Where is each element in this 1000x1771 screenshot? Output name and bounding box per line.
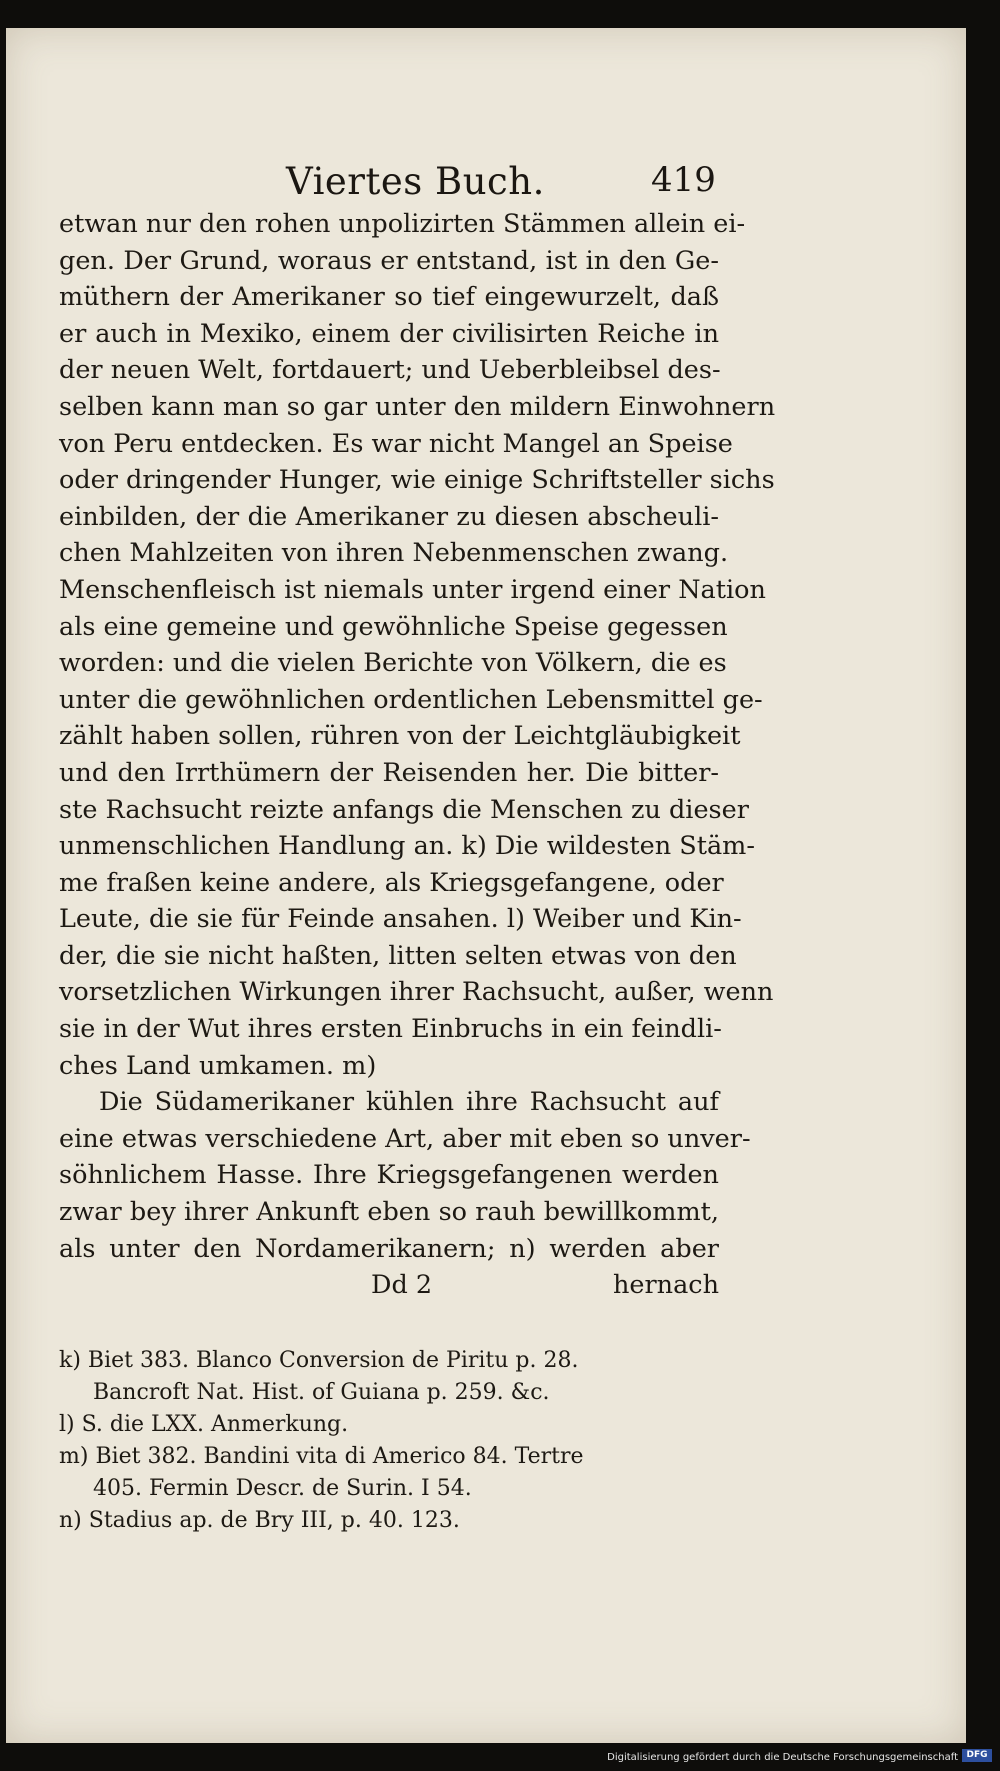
text-line: sie in der Wut ihres ersten Einbruchs in ein feindli- (59, 1014, 722, 1045)
text-line: müthern der Amerikaner so tief eingewurzelt, daß (59, 282, 719, 313)
text-line: ste Rachsucht reizte anfangs die Menschen zu dieser (59, 794, 749, 825)
catchword: hernach (612, 1270, 719, 1301)
text-line: er auch in Mexiko, einem der civilisirten Reiche in (59, 318, 719, 349)
page-header (6, 140, 966, 203)
footnote-m-continued: 405. Fermin Descr. de Surin. I 54. (93, 1476, 472, 1501)
text-line: söhnlichem Hasse. Ihre Kriegsgefangenen werden (59, 1160, 719, 1191)
text-line: gen. Der Grund, woraus er entstand, ist in den Ge- (59, 245, 719, 276)
text-line: Menschenfleisch ist niemals unter irgend einer Nation (59, 574, 766, 605)
footnotes (59, 1345, 719, 1537)
text-line: als unter den Nordamerikanern; n) werden aber (59, 1233, 719, 1264)
text-line: worden: und die vielen Berichte von Völkern, die es (59, 648, 727, 679)
digitization-footer (0, 1745, 1000, 1763)
text-line: oder dringender Hunger, wie einige Schriftsteller sichs (59, 465, 775, 496)
text-line: Leute, die sie für Feinde ansahen. l) Weiber und Kin- (59, 904, 742, 935)
text-line: ches Land umkamen. m) (59, 1050, 377, 1081)
text-line: einbilden, der die Amerikaner zu diesen abscheuli- (59, 501, 719, 532)
text-line: und den Irrthümern der Reisenden her. Die bitter- (59, 757, 719, 788)
catch-line (59, 1267, 719, 1307)
text-line: zwar bey ihrer Ankunft eben so rauh bewillkommt, (59, 1197, 719, 1228)
footnote-k-continued: Bancroft Nat. Hist. of Guiana p. 259. &c. (93, 1380, 550, 1405)
footnote-n: n) Stadius ap. de Bry III, p. 40. 123. (59, 1508, 460, 1533)
text-line: der neuen Welt, fortdauert; und Ueberbleibsel des- (59, 355, 721, 386)
text-line: der, die sie nicht haßten, litten selten etwas von den (59, 940, 737, 971)
text-line: eine etwas verschiedene Art, aber mit eben so unver- (59, 1123, 751, 1154)
dfg-logo: DFG (962, 1749, 992, 1762)
text-line: chen Mahlzeiten von ihren Nebenmenschen zwang. (59, 538, 729, 569)
body-text (59, 206, 776, 1307)
text-line: selben kann man so gar unter den mildern Einwohnern (59, 391, 776, 422)
text-line: etwan nur den rohen unpolizirten Stämmen allein ei- (59, 209, 746, 239)
text-line: zählt haben sollen, rühren von der Leichtgläubigkeit (59, 721, 741, 752)
text-line: vorsetzlichen Wirkungen ihrer Rachsucht, außer, wenn (59, 977, 774, 1008)
digitization-note: Digitalisierung gefördert durch die Deutsche Forschungsgemeinschaft (607, 1752, 958, 1763)
page-number: 419 (651, 160, 716, 200)
footnote-k: k) Biet 383. Blanco Conversion de Piritu p. 28. (59, 1348, 579, 1373)
text-line: von Peru entdecken. Es war nicht Mangel an Speise (59, 428, 733, 459)
text-line: als eine gemeine und gewöhnliche Speise gegessen (59, 611, 728, 642)
footnote-l: l) S. die LXX. Anmerkung. (59, 1412, 349, 1437)
signature-mark: Dd 2 (371, 1270, 433, 1301)
text-line: unter die gewöhnlichen ordentlichen Lebensmittel ge- (59, 684, 763, 715)
text-line: Die Südamerikaner kühlen ihre Rachsucht auf (99, 1087, 719, 1118)
text-line: me fraßen keine andere, als Kriegsgefangene, oder (59, 867, 724, 898)
running-head: Viertes Buch. (286, 160, 545, 203)
footnote-m: m) Biet 382. Bandini vita di Americo 84. Tertre (59, 1444, 584, 1469)
book-page (6, 28, 966, 1743)
text-line: unmenschlichen Handlung an. k) Die wildesten Stäm- (59, 831, 755, 862)
